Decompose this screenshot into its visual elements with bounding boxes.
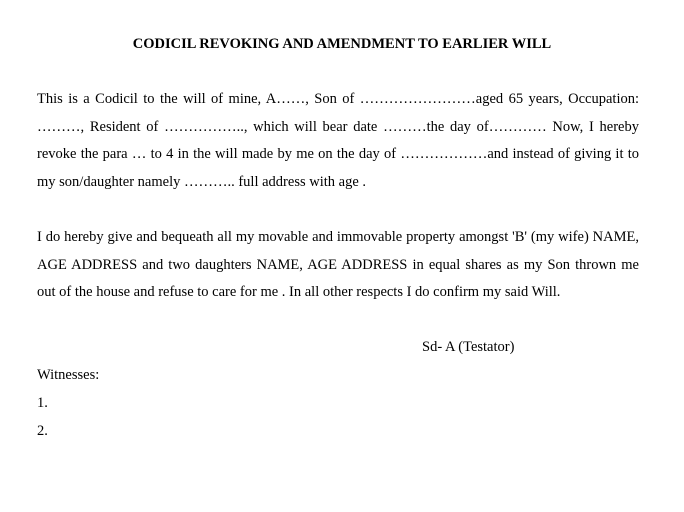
testator-signature: Sd- A (Testator) [422, 339, 515, 355]
codicil-paragraph-revocation: This is a Codicil to the will of mine, A……, Son of ……………………aged 65 years, Occupation: ………, Resident of …………….., which will bear date ………the day of………… Now, I hereby revoke the para … to 4 in the will made by me on the day of ………………and instead of giving it to my son/daughter namely ……….. full address with age . [37, 91, 639, 190]
codicil-paragraph-bequest: I do hereby give and bequeath all my movable and immovable property amongst 'B' (my wife) NAME, AGE ADDRESS and two daughters NAME, AGE ADDRESS in equal shares as my Son thrown me out of the house and refuse to care for me . In all other respects I do confirm my said Will. [37, 229, 639, 300]
document-title: CODICIL REVOKING AND AMENDMENT TO EARLIER WILL [132, 36, 552, 52]
witness-1: 1. [37, 395, 48, 411]
witnesses-label: Witnesses: [37, 367, 100, 383]
witness-2: 2. [37, 423, 48, 439]
